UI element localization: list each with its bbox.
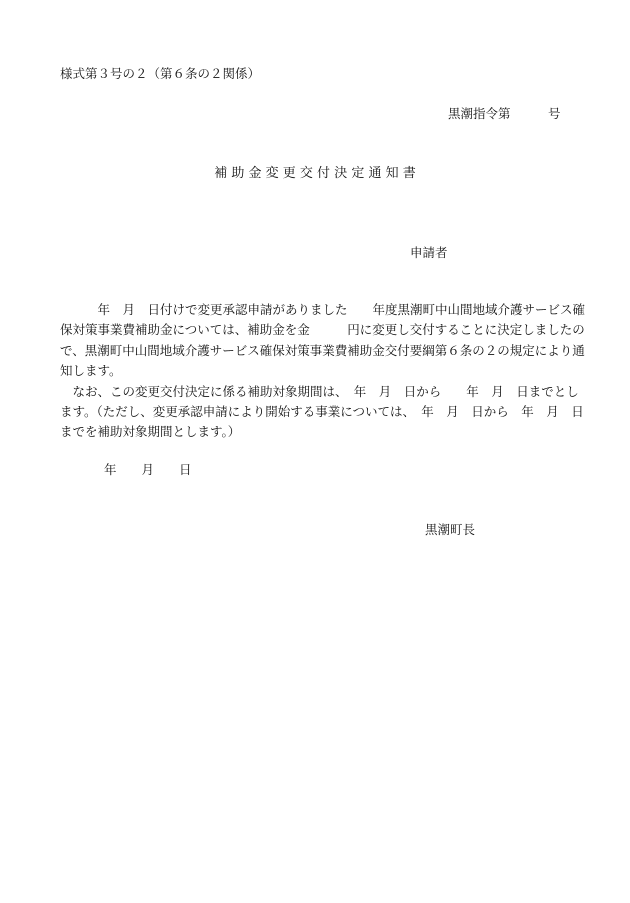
body-paragraph-1: 年 月 日付けで変更承認申請がありました 年度黒潮町中山間地域介護サービス確保対策事業費補助金については、補助金を金 円に変更し交付することに決定しましたので、黒潮町中山間地域介護サービス確保対策事業費補助金交付要綱第６条の２の規定により通知します。 [60, 302, 586, 379]
form-label: 様式第３号の２（第６条の２関係） [60, 66, 261, 81]
body-paragraph-2: なお、この変更交付決定に係る補助対象期間は、 年 月 日から 年 月 日までとします。（ただし、変更承認申請により開始する事業については、 年 月 日から 年 月 日までを補助対象期間とします。） [60, 383, 584, 440]
date-line: 年 月 日 [104, 462, 192, 477]
body-text [60, 300, 585, 443]
reference-number: 黒潮指令第 号 [448, 106, 561, 121]
issuer-name: 黒潮町長 [425, 522, 476, 537]
document-title: 補 助 金 変 更 交 付 決 定 通 知 書 [214, 166, 416, 181]
applicant-label: 申請者 [410, 245, 448, 260]
